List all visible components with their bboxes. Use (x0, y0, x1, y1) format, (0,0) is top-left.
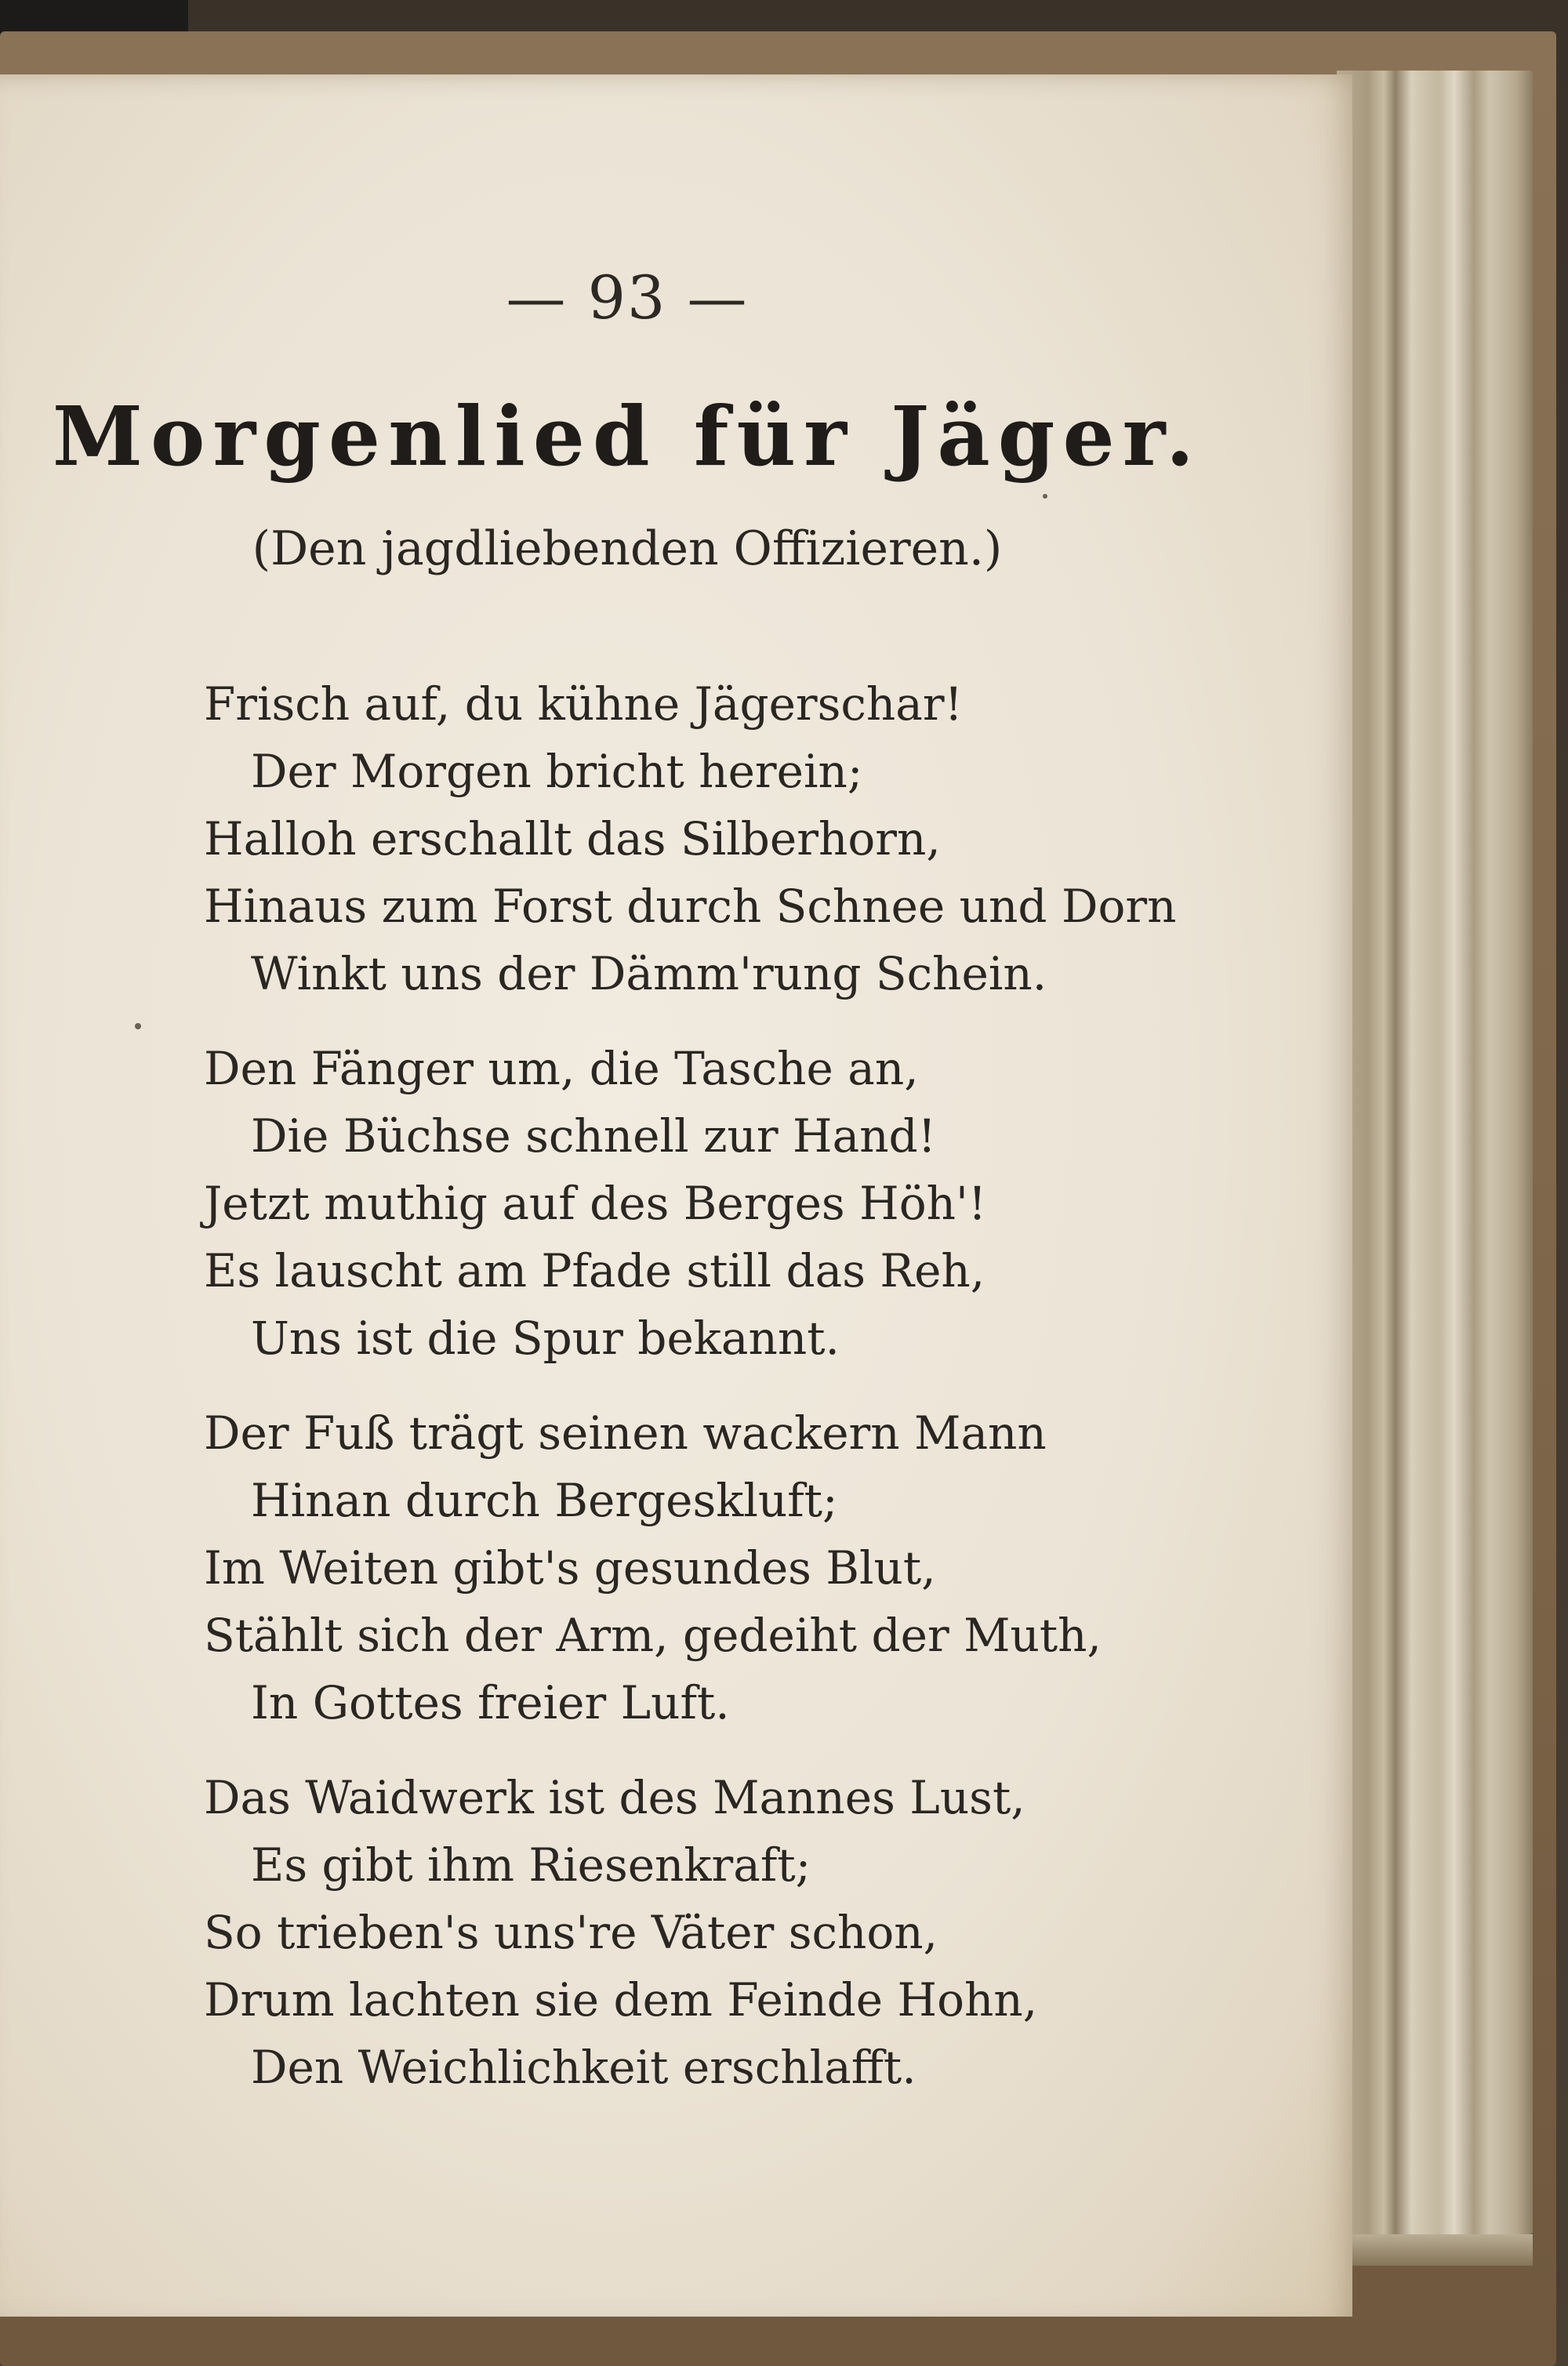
poem-line: Hinaus zum Forst durch Schnee und Dorn (204, 880, 1177, 933)
poem-line: Der Morgen bricht herein; (251, 745, 863, 798)
poem-line: Der Fuß trägt seinen wackern Mann (204, 1406, 1047, 1460)
page-edges (1337, 71, 1533, 2234)
poem-line: Den Weichlichkeit erschlafft. (251, 2041, 916, 2094)
poem-line: Das Waidwerk ist des Mannes Lust, (204, 1771, 1025, 1824)
poem-line: Im Weiten gibt's gesundes Blut, (204, 1541, 936, 1595)
stanza-3 (204, 1399, 1223, 1736)
poem-line: Drum lachten sie dem Feinde Hohn, (204, 1973, 1038, 2027)
poem-line: Frisch auf, du kühne Jägerschar! (204, 677, 963, 731)
poem-line: Die Büchse schnell zur Hand! (251, 1109, 936, 1163)
poem-line: Jetzt muthig auf des Berges Höh'! (204, 1177, 987, 1230)
page-number: — 93 — (506, 263, 749, 332)
poem-title: Morgenlied für Jäger. (52, 388, 1203, 484)
book-page (0, 74, 1352, 2317)
poem-line: Stählt sich der Arm, gedeiht der Muth, (204, 1609, 1102, 1662)
ink-speck (1043, 494, 1047, 499)
ink-speck (135, 1023, 141, 1029)
stanza-1 (204, 670, 1223, 1007)
poem-line: Winkt uns der Dämm'rung Schein. (251, 947, 1047, 1000)
poem-line: Uns ist die Spur bekannt. (251, 1312, 840, 1365)
poem-line: Halloh erschallt das Silberhorn, (204, 812, 941, 865)
poem-dedication: (Den jagdliebenden Offizieren.) (252, 521, 1003, 576)
poem-line: Den Fänger um, die Tasche an, (204, 1042, 919, 1095)
poem-line: Es gibt ihm Riesenkraft; (251, 1838, 811, 1892)
poem-line: Es lauscht am Pfade still das Reh, (204, 1244, 985, 1297)
stanza-4 (204, 1764, 1223, 2101)
poem-line: Hinan durch Bergeskluft; (251, 1474, 838, 1527)
poem-line: So trieben's uns're Väter schon, (204, 1906, 938, 1959)
stanza-2 (204, 1035, 1223, 1372)
poem-line: In Gottes freier Luft. (251, 1676, 730, 1729)
